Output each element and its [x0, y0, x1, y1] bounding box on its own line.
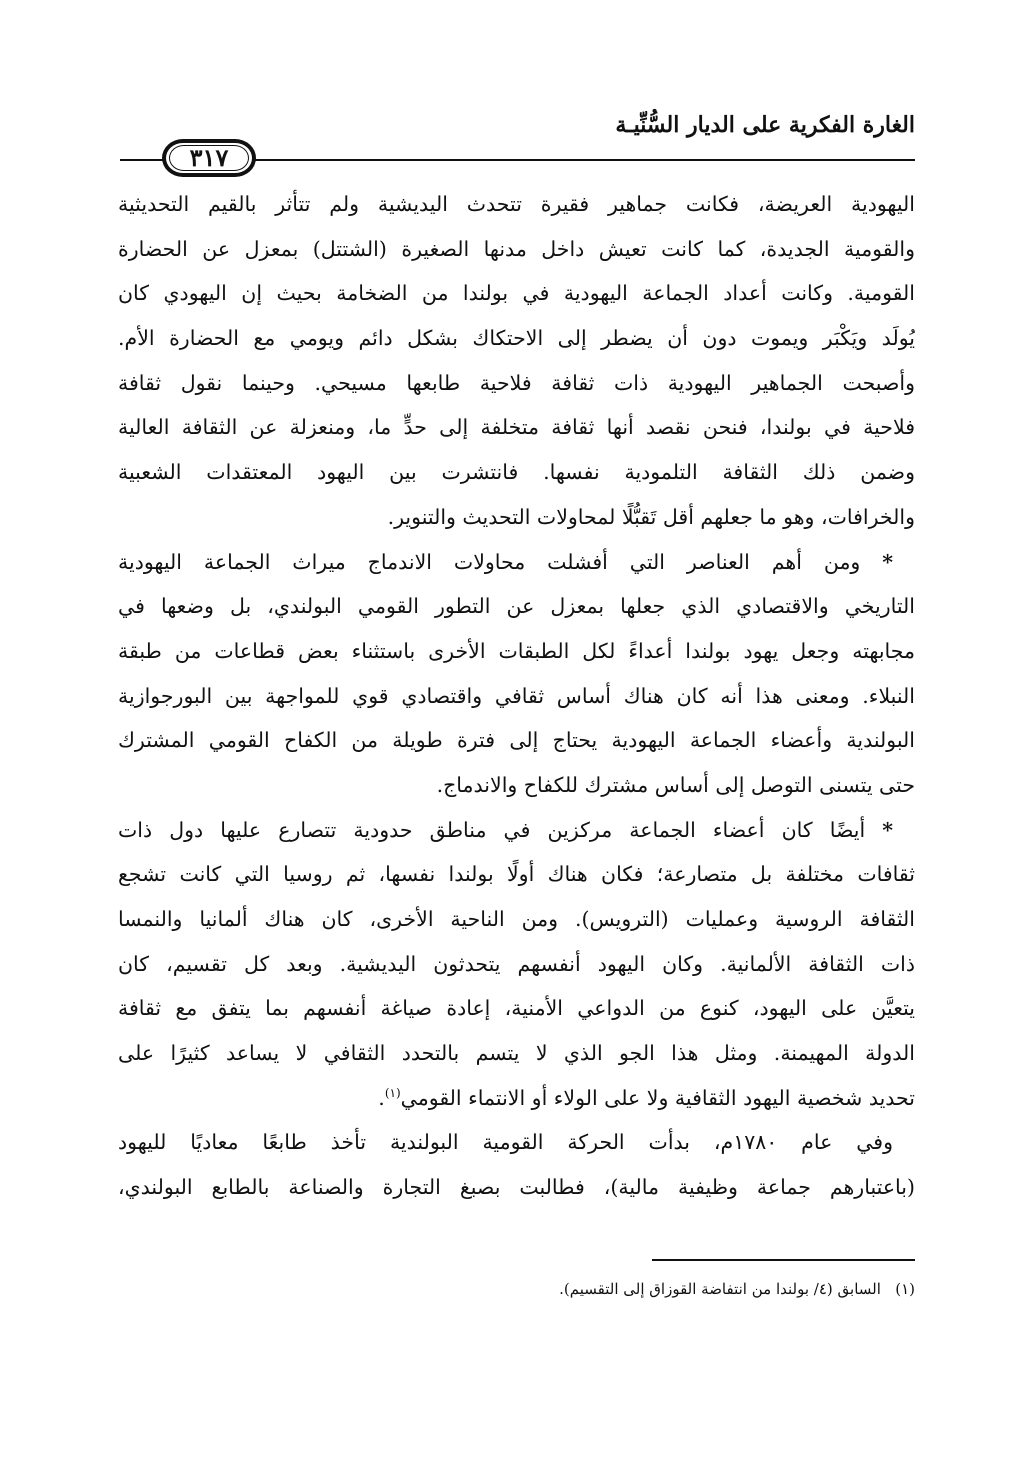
text-line: ثقافات مختلفة بل متصارعة؛ فكان هناك أولًا بولندا نفسها، ثم روسيا التي كانت تشجع — [118, 862, 915, 887]
footnote-text: السابق (٤/ بولندا من انتفاضة القوزاق إلى التقسيم). — [559, 1280, 881, 1298]
running-header-title: الغارة الفكرية على الديار السُّنِّيـة — [615, 112, 915, 138]
footnote-marker: (١) — [895, 1280, 915, 1298]
line-text: تحديد شخصية اليهود الثقافية ولا على الولاء أو الانتماء القومي — [400, 1085, 915, 1110]
text-line: ذات الثقافة الألمانية. وكان اليهود أنفسهم يتحدثون اليديشية. وبعد كل تقسيم، كان — [118, 951, 915, 976]
text-line: يتعيَّن على اليهود، كنوع من الدواعي الأمنية، إعادة صياغة أنفسهم بما يتفق مع ثقافة — [118, 996, 915, 1021]
page-number-badge — [162, 139, 256, 177]
text-line: (باعتبارهم جماعة وظيفية مالية)، فطالبت بصبغ التجارة والصناعة بالطابع البولندي، — [118, 1175, 915, 1200]
main-text — [118, 182, 915, 1210]
text-line: فلاحية في بولندا، فنحن نقصد أنها ثقافة متخلفة إلى حدٍّ ما، ومنعزلة عن الثقافة العالية — [118, 415, 915, 440]
footnote-rule — [652, 1259, 915, 1261]
text-line: والخرافات، وهو ما جعلهم أقل تَقبُّلًا لمحاولات التحديث والتنوير. — [387, 504, 915, 529]
text-line: التاريخي والاقتصادي الذي جعلها بمعزل عن التطور القومي البولندي، بل وضعها في — [118, 594, 915, 619]
text-line — [118, 808, 915, 853]
text-line: اليهودية العريضة، فكانت جماهير فقيرة تتحدث اليديشية ولم تتأثر بالقيم التحديثية — [118, 192, 915, 216]
footnote-reference[interactable]: (١) — [384, 1085, 401, 1100]
line-end: . — [378, 1085, 385, 1110]
text-line: يُولَد ويَكْبَر ويموت دون أن يضطر إلى الاحتكاك بشكل دائم ويومي مع الحضارة الأم. — [118, 326, 915, 351]
text-line: مجابهته وجعل يهود بولندا أعداءً لكل الطبقات الأخرى باستثناء بعض قطاعات من طبقة — [118, 638, 915, 663]
line-text: ومن أهم العناصر التي أفشلت محاولات الاندماج ميراث الجماعة اليهودية — [118, 549, 861, 574]
text-line: القومية. وكانت أعداد الجماعة اليهودية في بولندا من الضخامة بحيث إن اليهودي كان — [118, 281, 915, 306]
line-text: أيضًا كان أعضاء الجماعة مركزين في مناطق حدودية تتصارع عليها دول ذات — [118, 817, 866, 842]
text-line — [118, 540, 915, 585]
text-line: الدولة المهيمنة. ومثل هذا الجو الذي لا يتسم بالتحدد الثقافي لا يساعد كثيرًا على — [118, 1041, 915, 1066]
text-line: والقومية الجديدة، كما كانت تعيش داخل مدنها الصغيرة (الشتتل) بمعزل عن الحضارة — [118, 236, 915, 261]
text-line — [118, 1076, 915, 1121]
text-line: الثقافة الروسية وعمليات (الترويس). ومن الناحية الأخرى، كان هناك ألمانيا والنمسا — [118, 907, 915, 931]
text-line: حتى يتسنى التوصل إلى أساس مشترك للكفاح والاندماج. — [436, 772, 915, 797]
footnote — [559, 1280, 915, 1298]
text-line: النبلاء. ومعنى هذا أنه كان هناك أساس ثقافي واقتصادي قوي للمواجهة بين البورجوازية — [118, 683, 915, 708]
text-line: وفي عام ١٧٨٠م، بدأت الحركة القومية البولندية تأخذ طابعًا معاديًا لليهود — [118, 1130, 893, 1155]
text-line: وأصبحت الجماهير اليهودية ذات ثقافة فلاحية طابعها مسيحي. وحينما نقول ثقافة — [118, 370, 915, 395]
bullet-star: * — [882, 549, 893, 574]
text-line: وضمن ذلك الثقافة التلمودية نفسها. فانتشرت بين اليهود المعتقدات الشعبية — [118, 460, 915, 485]
page-number: ٣١٧ — [189, 143, 229, 172]
text-line: البولندية وأعضاء الجماعة اليهودية يحتاج إلى فترة طويلة من الكفاح القومي المشترك — [118, 728, 915, 753]
bullet-star: * — [882, 817, 893, 842]
